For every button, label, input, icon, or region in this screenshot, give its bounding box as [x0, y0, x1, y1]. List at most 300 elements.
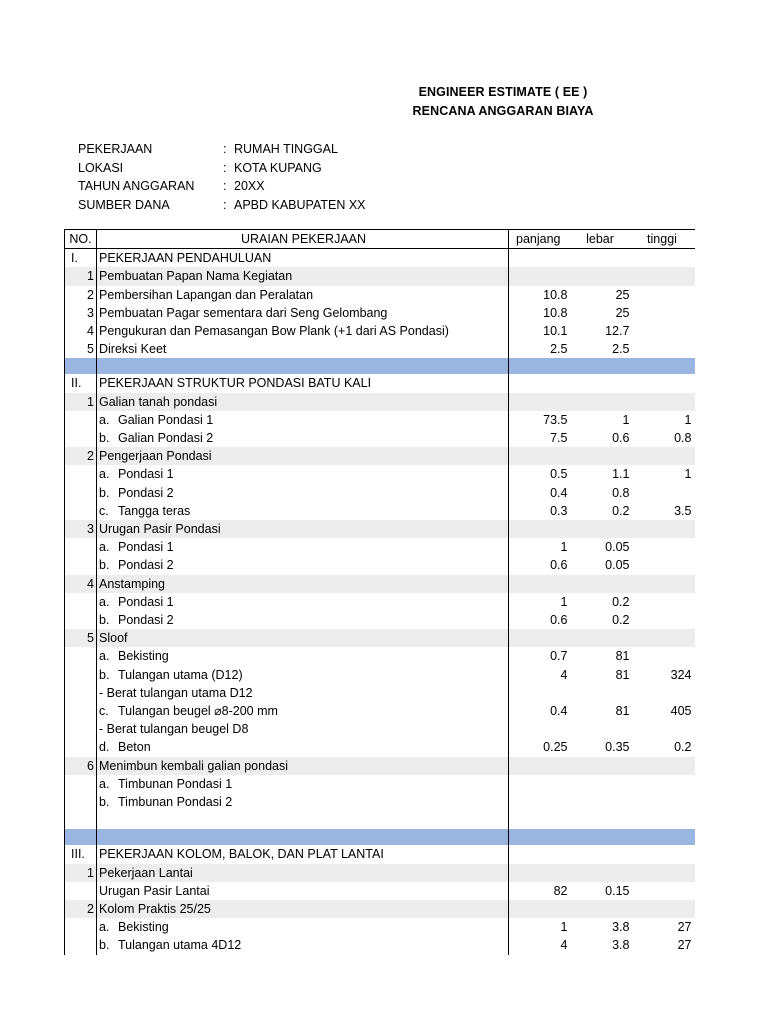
estimate-sheet	[64, 229, 695, 955]
table-row	[65, 502, 696, 520]
sub-item-text: Pondasi 1	[118, 467, 174, 482]
row-description: Pembuatan Papan Nama Kegiatan	[97, 267, 509, 285]
cell-extra	[695, 647, 696, 665]
row-description	[97, 738, 509, 756]
cell-tinggi	[633, 374, 695, 392]
cell-extra	[695, 374, 696, 392]
sub-item-letter: d.	[99, 740, 110, 755]
cell-lebar	[571, 757, 633, 775]
sub-item-letter: a.	[99, 920, 110, 935]
cell-extra	[695, 882, 696, 900]
info-label: LOKASI	[78, 160, 124, 175]
cell-panjang	[509, 845, 571, 863]
cell-panjang: 0.5	[509, 465, 571, 483]
cell-tinggi	[633, 575, 695, 593]
row-number	[65, 411, 97, 429]
table-row	[65, 702, 696, 720]
table-row	[65, 304, 696, 322]
sub-item-text: Bekisting	[118, 920, 169, 935]
row-number: 5	[65, 340, 97, 358]
row-number	[65, 775, 97, 793]
separator-cell	[97, 829, 509, 845]
row-number: 1	[65, 267, 97, 285]
cell-tinggi: 324	[670, 667, 692, 682]
cell-extra	[695, 484, 696, 502]
row-description: PEKERJAAN STRUKTUR PONDASI BATU KALI	[97, 374, 509, 392]
row-description	[97, 611, 509, 629]
cell-tinggi	[633, 322, 695, 340]
sub-item-letter: a.	[99, 649, 110, 664]
table-body	[65, 249, 696, 955]
cell-extra	[695, 411, 696, 429]
cell-lebar	[571, 447, 633, 465]
cell-panjang	[509, 374, 571, 392]
info-colon: :	[223, 142, 227, 156]
cell-panjang: 2.5	[509, 340, 571, 358]
cell-tinggi	[633, 447, 695, 465]
separator-cell	[65, 358, 97, 374]
row-description: Pembersihan Lapangan dan Peralatan	[97, 286, 509, 304]
cell-panjang	[509, 775, 571, 793]
row-number: III.	[65, 845, 97, 863]
row-description	[97, 502, 509, 520]
cell-extra	[695, 502, 696, 520]
cell-lebar: 81	[615, 649, 630, 664]
cell-tinggi	[633, 304, 695, 322]
cell-tinggi: 0.2	[674, 740, 692, 755]
cell-extra	[695, 864, 696, 882]
row-description	[97, 556, 509, 574]
row-description: Pengukuran dan Pemasangan Bow Plank (+1 dari AS Pondasi)	[97, 322, 509, 340]
row-number	[65, 465, 97, 483]
sub-item-text: Pondasi 2	[118, 613, 174, 628]
cell-panjang	[509, 629, 571, 647]
cell-lebar: 0.35	[605, 740, 630, 755]
cell-lebar	[571, 793, 633, 811]
cell-panjang: 0.6	[509, 556, 571, 574]
row-number: 4	[65, 322, 97, 340]
row-number	[65, 666, 97, 684]
row-number: II.	[65, 374, 97, 392]
row-description	[97, 793, 509, 811]
cell-tinggi	[633, 393, 695, 411]
cell-lebar: 25	[615, 305, 630, 320]
cell-lebar: 0.6	[612, 431, 630, 446]
cell-tinggi	[633, 556, 695, 574]
cell-extra	[695, 465, 696, 483]
table-row	[65, 775, 696, 793]
cell-panjang: 0.3	[509, 502, 571, 520]
cell-extra	[695, 611, 696, 629]
row-number: I.	[65, 249, 97, 268]
cell-tinggi	[633, 484, 695, 502]
table-row	[65, 465, 696, 483]
info-colon: :	[223, 179, 227, 193]
sub-item-letter: b.	[99, 667, 110, 682]
cell-tinggi	[633, 629, 695, 647]
row-number: 1	[65, 393, 97, 411]
sub-item-text: Tulangan utama (D12)	[118, 667, 243, 682]
row-number	[65, 793, 97, 811]
table-row	[65, 629, 696, 647]
cell-lebar: 0.15	[605, 883, 630, 898]
cell-extra	[695, 702, 696, 720]
cell-tinggi: 0.8	[674, 431, 692, 446]
info-value: APBD KABUPATEN XX	[234, 197, 366, 212]
cell-panjang	[509, 393, 571, 411]
row-number: 4	[65, 575, 97, 593]
info-row-sumber-dana	[78, 196, 478, 215]
row-number	[65, 647, 97, 665]
cell-tinggi	[633, 286, 695, 304]
table-row	[65, 864, 696, 882]
row-number	[65, 738, 97, 756]
cell-tinggi	[633, 793, 695, 811]
cell-extra	[695, 286, 696, 304]
row-number	[65, 556, 97, 574]
row-number: 6	[65, 757, 97, 775]
row-number	[65, 936, 97, 954]
row-description: PEKERJAAN PENDAHULUAN	[97, 249, 509, 268]
cell-extra	[695, 520, 696, 538]
cell-tinggi	[633, 538, 695, 556]
row-description: - Berat tulangan beugel D8	[97, 720, 509, 738]
row-number: 2	[65, 286, 97, 304]
row-description: Pekerjaan Lantai	[97, 864, 509, 882]
cell-extra	[695, 393, 696, 411]
cell-extra	[695, 556, 696, 574]
table-row	[65, 484, 696, 502]
table-row	[65, 322, 696, 340]
column-header-tinggi: tinggi	[633, 230, 695, 249]
cell-tinggi	[633, 593, 695, 611]
cell-lebar	[571, 720, 633, 738]
cell-tinggi	[633, 757, 695, 775]
cell-panjang	[509, 575, 571, 593]
cell-tinggi: 405	[670, 704, 692, 719]
cell-extra	[695, 575, 696, 593]
table-row	[65, 793, 696, 811]
table-row	[65, 611, 696, 629]
info-value: KOTA KUPANG	[234, 160, 322, 175]
column-header-uraian: URAIAN PEKERJAAN	[97, 230, 509, 249]
cell-extra	[695, 738, 696, 756]
cell-lebar: 0.2	[612, 613, 630, 628]
row-number: 1	[65, 864, 97, 882]
cell-lebar: 1.1	[612, 467, 630, 482]
row-description: Sloof	[97, 629, 509, 647]
cell-panjang	[509, 720, 571, 738]
cell-extra	[695, 720, 696, 738]
separator-cell	[633, 358, 695, 374]
sub-item-letter: a.	[99, 412, 110, 427]
row-description	[97, 702, 509, 720]
cell-lebar: 3.8	[612, 938, 630, 953]
sub-item-letter: b.	[99, 938, 110, 953]
sub-item-text: Pondasi 2	[118, 558, 174, 573]
cell-tinggi	[633, 647, 695, 665]
cell-panjang	[509, 900, 571, 918]
sub-item-text: Pondasi 1	[118, 540, 174, 555]
sub-item-text: Timbunan Pondasi 2	[118, 795, 233, 810]
cell-lebar	[571, 520, 633, 538]
cell-extra	[695, 593, 696, 611]
table-row	[65, 684, 696, 702]
sub-item-letter: b.	[99, 485, 110, 500]
separator-cell	[695, 829, 696, 845]
info-label: PEKERJAAN	[78, 142, 153, 156]
cell-lebar: 0.05	[605, 540, 630, 555]
table-row	[65, 556, 696, 574]
cell-panjang: 1	[509, 918, 571, 936]
table-row	[65, 900, 696, 918]
row-description: Pembuatan Pagar sementara dari Seng Gelombang	[97, 304, 509, 322]
row-description	[97, 936, 509, 954]
cell-tinggi	[633, 611, 695, 629]
table-row	[65, 918, 696, 936]
row-number: 3	[65, 520, 97, 538]
separator-cell	[509, 829, 571, 845]
row-description: Galian tanah pondasi	[97, 393, 509, 411]
cell-lebar	[571, 775, 633, 793]
table-header-row	[65, 230, 696, 249]
row-description	[97, 465, 509, 483]
separator-cell	[65, 829, 97, 845]
cell-tinggi: 27	[677, 938, 692, 953]
row-description: Direksi Keet	[97, 340, 509, 358]
table-row	[65, 575, 696, 593]
row-description	[97, 429, 509, 447]
cell-lebar	[571, 575, 633, 593]
cell-panjang: 82	[509, 882, 571, 900]
column-header-lebar: lebar	[571, 230, 633, 249]
cell-lebar: 81	[615, 667, 630, 682]
cell-panjang	[509, 520, 571, 538]
cell-lebar	[571, 267, 633, 285]
row-description	[97, 484, 509, 502]
empty-cell	[571, 811, 633, 829]
info-colon: :	[223, 160, 227, 175]
cell-lebar: 3.8	[612, 920, 630, 935]
sub-item-letter: b.	[99, 431, 110, 446]
table-row	[65, 286, 696, 304]
cell-lebar: 0.8	[612, 485, 630, 500]
row-number	[65, 882, 97, 900]
cell-panjang: 10.8	[509, 304, 571, 322]
row-description	[97, 647, 509, 665]
cell-lebar	[571, 374, 633, 392]
separator-cell	[695, 358, 696, 374]
cell-tinggi	[633, 684, 695, 702]
cell-lebar: 25	[615, 287, 630, 302]
cell-extra	[695, 900, 696, 918]
sub-item-text: Timbunan Pondasi 1	[118, 776, 233, 791]
table-row	[65, 267, 696, 285]
empty-cell	[97, 811, 509, 829]
row-number	[65, 538, 97, 556]
cell-lebar: 1	[622, 412, 630, 427]
cell-extra	[695, 249, 696, 268]
cell-panjang	[509, 793, 571, 811]
project-info	[78, 140, 478, 214]
cell-tinggi	[633, 249, 695, 268]
cell-panjang: 0.6	[509, 611, 571, 629]
empty-cell	[633, 811, 695, 829]
cell-lebar	[571, 249, 633, 268]
cell-lebar: 81	[615, 704, 630, 719]
cell-panjang: 4	[509, 936, 571, 954]
row-number	[65, 720, 97, 738]
cell-extra	[695, 447, 696, 465]
estimate-table	[64, 229, 695, 955]
cell-lebar	[571, 393, 633, 411]
info-label: SUMBER DANA	[78, 197, 170, 212]
cell-extra	[695, 429, 696, 447]
cell-lebar	[571, 900, 633, 918]
document-title: ENGINEER ESTIMATE ( EE )	[418, 85, 588, 99]
cell-tinggi	[633, 900, 695, 918]
cell-panjang: 0.25	[509, 738, 571, 756]
cell-extra	[695, 304, 696, 322]
sub-item-text: Galian Pondasi 2	[118, 431, 214, 446]
row-description: Menimbun kembali galian pondasi	[97, 757, 509, 775]
row-description: Urugan Pasir Pondasi	[97, 520, 509, 538]
cell-extra	[695, 629, 696, 647]
cell-tinggi	[633, 520, 695, 538]
sub-item-letter: b.	[99, 558, 110, 573]
cell-panjang: 0.4	[509, 484, 571, 502]
sub-item-letter: b.	[99, 795, 110, 810]
cell-tinggi	[633, 882, 695, 900]
row-description: Pengerjaan Pondasi	[97, 447, 509, 465]
info-value: RUMAH TINGGAL	[234, 142, 338, 156]
separator-cell	[509, 358, 571, 374]
cell-panjang: 73.5	[509, 411, 571, 429]
row-description	[97, 775, 509, 793]
cell-extra	[695, 775, 696, 793]
row-number	[65, 702, 97, 720]
cell-extra	[695, 757, 696, 775]
cell-tinggi	[633, 864, 695, 882]
row-description: Anstamping	[97, 575, 509, 593]
info-row-pekerjaan	[78, 140, 478, 159]
row-description: - Berat tulangan utama D12	[97, 684, 509, 702]
cell-extra	[695, 936, 696, 954]
cell-lebar: 0.05	[605, 558, 630, 573]
info-value: 20XX	[234, 179, 265, 193]
table-row	[65, 738, 696, 756]
section-row	[65, 845, 696, 863]
table-row	[65, 882, 696, 900]
cell-panjang	[509, 684, 571, 702]
row-number: 3	[65, 304, 97, 322]
table-row	[65, 593, 696, 611]
sub-item-text: Bekisting	[118, 649, 169, 664]
cell-tinggi: 1	[684, 412, 692, 427]
row-description	[97, 411, 509, 429]
table-row	[65, 393, 696, 411]
cell-panjang	[509, 267, 571, 285]
sub-item-text: Pondasi 1	[118, 594, 174, 609]
cell-extra	[695, 538, 696, 556]
sub-item-text: Beton	[118, 740, 151, 755]
table-row	[65, 757, 696, 775]
cell-tinggi: 3.5	[674, 503, 692, 518]
row-description	[97, 666, 509, 684]
cell-panjang	[509, 757, 571, 775]
table-row	[65, 520, 696, 538]
sub-item-text: Tulangan beugel ⌀8-200 mm	[118, 704, 278, 719]
column-header-no: NO.	[65, 230, 97, 249]
sub-item-letter: a.	[99, 594, 110, 609]
table-row	[65, 647, 696, 665]
table-row	[65, 666, 696, 684]
sub-item-text: Galian Pondasi 1	[118, 412, 214, 427]
cell-lebar	[571, 845, 633, 863]
cell-extra	[695, 793, 696, 811]
row-description: Kolom Praktis 25/25	[97, 900, 509, 918]
cell-panjang: 7.5	[509, 429, 571, 447]
empty-cell	[695, 811, 696, 829]
cell-tinggi	[633, 267, 695, 285]
info-label: TAHUN ANGGARAN	[78, 179, 195, 193]
sub-item-text: Tulangan utama 4D12	[118, 938, 242, 953]
cell-lebar	[571, 684, 633, 702]
cell-tinggi	[633, 720, 695, 738]
table-row	[65, 429, 696, 447]
cell-extra	[695, 845, 696, 863]
cell-lebar: 0.2	[612, 503, 630, 518]
cell-lebar	[571, 864, 633, 882]
cell-panjang: 1	[509, 538, 571, 556]
cell-extra	[695, 666, 696, 684]
cell-panjang: 0.7	[509, 647, 571, 665]
column-header-panjang: panjang	[509, 230, 571, 249]
cell-panjang: 10.8	[509, 286, 571, 304]
row-number	[65, 429, 97, 447]
document-subtitle: RENCANA ANGGARAN BIAYA	[412, 104, 594, 118]
cell-tinggi	[633, 340, 695, 358]
cell-tinggi: 27	[677, 920, 692, 935]
table-row	[65, 538, 696, 556]
section-row	[65, 374, 696, 392]
row-number	[65, 502, 97, 520]
info-row-tahun-anggaran	[78, 177, 478, 196]
section-separator-row	[65, 358, 696, 374]
sub-item-letter: c.	[99, 704, 109, 719]
cell-extra	[695, 267, 696, 285]
table-row	[65, 411, 696, 429]
row-description: Urugan Pasir Lantai	[97, 882, 509, 900]
row-number	[65, 684, 97, 702]
cell-panjang	[509, 249, 571, 268]
cell-lebar	[571, 629, 633, 647]
sub-item-letter: a.	[99, 467, 110, 482]
separator-cell	[571, 358, 633, 374]
row-number: 2	[65, 900, 97, 918]
cell-lebar: 2.5	[612, 342, 630, 357]
cell-panjang: 10.1	[509, 322, 571, 340]
separator-cell	[633, 829, 695, 845]
cell-extra	[695, 340, 696, 358]
row-number	[65, 593, 97, 611]
cell-panjang: 0.4	[509, 702, 571, 720]
cell-extra	[695, 684, 696, 702]
table-row	[65, 720, 696, 738]
sub-item-letter: a.	[99, 776, 110, 791]
cell-tinggi	[633, 845, 695, 863]
row-number	[65, 918, 97, 936]
